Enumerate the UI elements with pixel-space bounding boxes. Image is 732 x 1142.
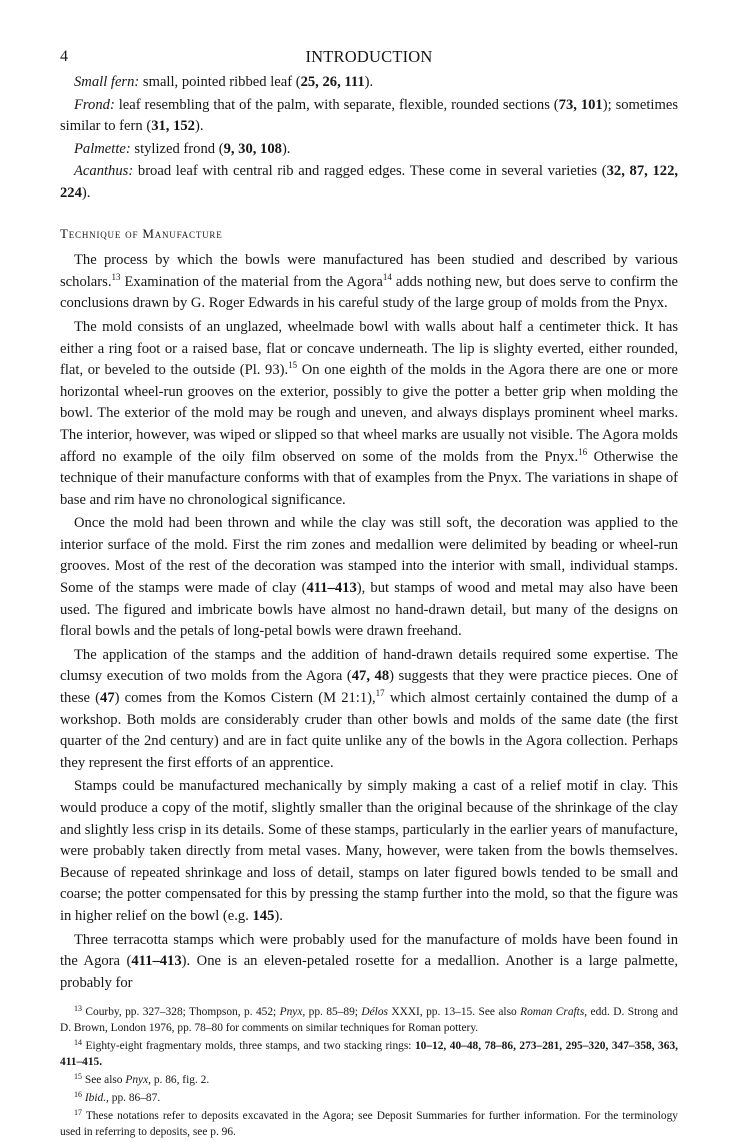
definition-term: Frond: [74, 96, 115, 113]
catalogue-refs: 145 [252, 907, 275, 924]
paragraph-text: which almost certainly contained the dump of a workshop. Both molds are considerably cruder than other bowls and molds of the same date (the first quarter of the 2nd century) and are in fact quite unlike any of the bowls in the Agora collection. Perhaps they represent the first efforts of an apprentice. [60, 690, 678, 771]
definition-small-fern [60, 72, 678, 94]
footnote-ref-15[interactable]: 15 [288, 360, 298, 371]
paragraph-text: ). One is an eleven-petaled rosette for a medallion. Another is a large palmette, probably for [60, 953, 678, 991]
footnote-13 [60, 1004, 678, 1036]
footnote-italic: Délos [361, 1006, 388, 1019]
catalogue-refs: 47 [100, 690, 115, 707]
definition-close: ). [281, 140, 291, 157]
paragraph-text: ) comes from the Komos Cistern (M 21:1), [114, 690, 376, 707]
paragraph-6 [60, 930, 678, 995]
footnote-number: 16 [74, 1090, 82, 1100]
page [60, 46, 678, 1142]
paragraph-text: Once the mold had been thrown and while the clay was still soft, the decoration was applied to the interior surface of the mold. First the rim zones and medallion were delimited by beading or wheel-run grooves. Most of the rest of the decoration was stamped into the interior with small, individual stamps. Some of the stamps were made of clay ( [60, 515, 678, 597]
page-header [60, 46, 678, 72]
catalogue-refs: 10–12, 40–48, 78–86, 273–281, 295–320, 347–358, 363, 411–415. [60, 1040, 678, 1069]
footnote-ref-14[interactable]: 14 [382, 271, 392, 282]
footnote-16 [60, 1090, 678, 1106]
footnote-ref-13[interactable]: 13 [111, 271, 121, 282]
definition-term: Small fern: [74, 74, 140, 90]
paragraph-text: ) suggests that they were practice pieces. One of these ( [60, 668, 678, 707]
definition-frond [60, 95, 678, 138]
footnote-italic: Roman Crafts, [520, 1006, 588, 1019]
catalogue-refs: 47, 48 [351, 668, 390, 685]
definition-close: ). [81, 184, 91, 201]
footnote-14 [60, 1038, 678, 1070]
catalogue-refs: 25, 26, 111 [300, 74, 365, 90]
definition-close: ). [364, 74, 374, 90]
footnote-text: XXXI, pp. 13–15. See also [387, 1006, 521, 1019]
footnote-text: Courby, pp. 327–328; Thompson, p. 452; [85, 1006, 280, 1019]
footnote-italic: Pnyx, [125, 1074, 151, 1087]
page-number: 4 [60, 48, 68, 65]
footnote-number: 15 [74, 1072, 82, 1082]
footnote-text: p. 86, fig. 2. [150, 1074, 210, 1087]
paragraph-text: ). [274, 907, 283, 924]
footnote-text: pp. 86–87. [108, 1092, 161, 1105]
definition-text: stylized frond ( [134, 140, 224, 157]
definition-text: leaf resembling that of the palm, with separate, flexible, rounded sections ( [118, 96, 559, 113]
footnotes [60, 1004, 678, 1140]
footnote-italic: Ibid., [84, 1092, 109, 1105]
footnote-number: 14 [74, 1038, 82, 1048]
footnote-17 [60, 1108, 678, 1140]
catalogue-refs: 411–413 [306, 580, 357, 597]
definition-acanthus [60, 161, 678, 204]
footnote-number: 17 [74, 1108, 82, 1118]
section-heading: Technique of Manufacture [60, 225, 223, 241]
footnote-text: pp. 85–89; [305, 1006, 362, 1019]
paragraph-text: Three terracotta stamps which were probably used for the manufacture of molds have been found in the Agora ( [60, 931, 678, 970]
footnote-text: Eighty-eight fragmentary molds, three stamps, and two stacking rings: [85, 1040, 415, 1053]
footnote-ref-17[interactable]: 17 [375, 688, 385, 699]
definition-text-mid: ); sometimes similar to fern ( [60, 96, 678, 135]
definition-text: broad leaf with central rib and ragged edges. These come in several varieties ( [137, 163, 607, 180]
catalogue-refs: 32, 87, 122, 224 [60, 163, 679, 201]
catalogue-refs: 411–413 [131, 953, 182, 970]
definition-term: Acanthus: [74, 163, 134, 180]
footnote-text: These notations refer to deposits excavated in the Agora; see Deposit Summaries for further information. For the terminology used in referring to deposits, see p. 96. [60, 1110, 678, 1139]
definition-palmette [60, 139, 678, 161]
footnote-text: edd. D. Strong and D. Brown, London 1976, pp. 78–80 for comments on similar techniques for Roman pottery. [60, 1006, 678, 1035]
catalogue-refs: 31, 152 [151, 118, 195, 135]
paragraph-text: ), but stamps of wood and metal may also have been used. The figured and imbricate bowls have almost no hand-drawn detail, but many of the designs on floral bowls and the petals of long-petal bowls were drawn freehand. [60, 580, 679, 640]
paragraph-text: Stamps could be manufactured mechanically by simply making a cast of a relief motif in clay. This would produce a copy of the motif, slightly smaller than the original because of the shrinkage of the clay and slightly less crisp in its details. Some of these stamps, particularly in the earlier years of manufacture, were probably taken directly from metal vases. Many, however, were taken from the bowls themselves. Because of repeated shrinkage and loss of detail, stamps on later figured bowls tended to be small and coarse; the potter compensated for this by pressing the stamp further into the mold, so that the figure was in higher relief on the bowl (e.g. [60, 778, 678, 924]
definition-text: small, pointed ribbed leaf ( [142, 74, 301, 90]
paragraph-4 [60, 645, 678, 775]
paragraph-text: The mold consists of an unglazed, wheelmade bowl with walls about half a centimeter thick. It has either a ring foot or a raised base, flat or concave underneath. The lip is slighty everted, either rounded, flat, or beveled to the outside (Pl. 93). [60, 318, 678, 379]
footnote-text: See also [84, 1074, 126, 1087]
paragraph-text: On one eighth of the molds in the Agora there are one or more horizontal wheel-run grooves on the exterior, possibly to give the potter a better grip when molding the bowl. The exterior of the mold may be rough and uneven, and always displays prominent wheel marks. The interior, however, was wiped or slipped so that wheel marks are usually not visible. The Agora molds afford no example of the oily film observed on some of the molds from the Pnyx. [60, 362, 678, 465]
paragraph-2 [60, 317, 678, 511]
paragraph-text: The process by which the bowls were manufactured has been studied and described by various scholars. [60, 252, 678, 290]
paragraph-text: The application of the stamps and the addition of hand-drawn details required some expertise. The clumsy execution of two molds from the Agora ( [60, 646, 678, 685]
paragraph-text: Otherwise the technique of their manufacture conforms with that of examples from the Pnyx. The variations in shape of base and rim have no chronological significance. [60, 448, 678, 508]
catalogue-refs: 9, 30, 108 [223, 140, 282, 157]
catalogue-refs: 73, 101 [558, 96, 603, 113]
paragraph-text: Examination of the material from the Agora [120, 273, 383, 290]
footnote-number: 13 [74, 1004, 82, 1014]
footnote-15 [60, 1072, 678, 1088]
footnote-ref-16[interactable]: 16 [578, 446, 588, 457]
footnote-italic: Pnyx, [279, 1006, 306, 1019]
paragraph-1 [60, 250, 678, 315]
definition-term: Palmette: [74, 140, 131, 157]
paragraph-3 [60, 513, 678, 643]
running-title: INTRODUCTION [305, 47, 433, 66]
definition-close: ). [194, 118, 204, 135]
definition-list [60, 72, 678, 205]
paragraph-text: adds nothing new, but does serve to confirm the conclusions drawn by G. Roger Edwards in his careful study of the large group of molds from the Pnyx. [60, 273, 679, 312]
paragraph-5 [60, 776, 678, 927]
